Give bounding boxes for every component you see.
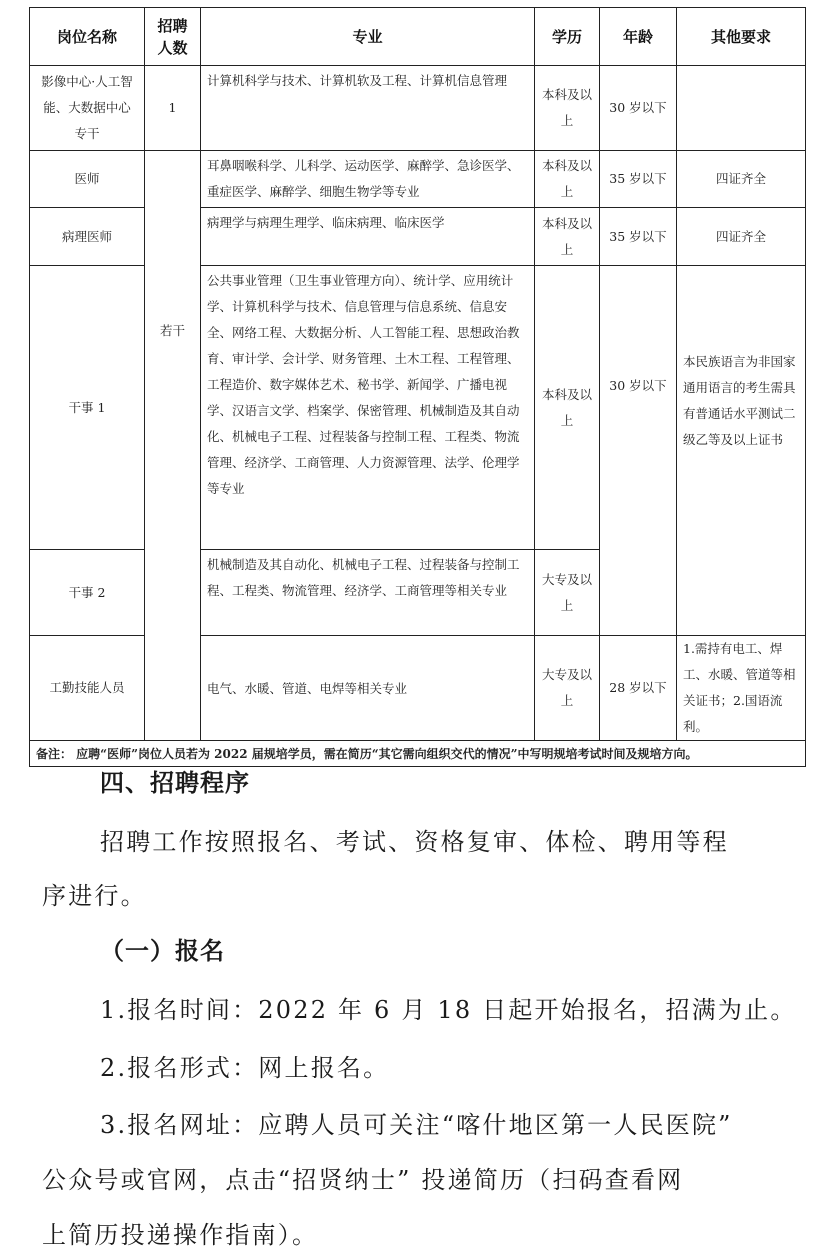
cell-age: 35 岁以下 [600,151,677,208]
cell-education: 本科及以上 [535,266,600,550]
item-3-line-2: 公众号或官网，点击“招贤纳士” 投递简历（扫码查看网 [42,1166,684,1194]
section-heading: 四、招聘程序 [100,768,250,797]
cell-education: 本科及以上 [535,151,600,208]
table-header-row [30,8,806,66]
cell-other [677,66,806,151]
recruitment-table [29,7,806,767]
cell-age: 30 岁以下 [600,66,677,151]
cell-education: 大专及以上 [535,636,600,741]
header-education: 学历 [535,8,600,66]
cell-age: 30 岁以下 [600,266,677,636]
cell-major: 机械制造及其自动化、机械电子工程、过程装备与控制工程、工程类、物流管理、经济学、工商管理等相关专业 [201,550,535,636]
cell-other: 本民族语言为非国家通用语言的考生需具有普通话水平测试二级乙等及以上证书 [677,266,806,636]
subheading: （一）报名 [100,936,225,965]
cell-position: 工勤技能人员 [30,636,145,741]
cell-position: 干事 2 [30,550,145,636]
table-note: 备注： 应聘“医师”岗位人员若为 2022 届规培学员，需在简历“其它需向组织交代的情况”中写明规培考试时间及规培方向。 [30,741,806,767]
cell-position: 干事 1 [30,266,145,550]
intro-line-1: 招聘工作按照报名、考试、资格复审、体检、聘用等程 [100,828,729,856]
cell-major: 公共事业管理（卫生事业管理方向）、统计学、应用统计学、计算机科学与技术、信息管理与信息系统、信息安全、网络工程、大数据分析、人工智能工程、思想政治教育、审计学、会计学、财务管理、土木工程、工程管理、工程造价、数字媒体艺术、秘书学、新闻学、广播电视学、汉语言文学、档案学、保密管理、机械制造及其自动化、机械电子工程、过程装备与控制工程、工程类、物流管理、经济学、工商管理、人力资源管理、法学、伦理学等专业 [201,266,535,550]
header-age: 年龄 [600,8,677,66]
cell-position: 病理医师 [30,208,145,266]
cell-age: 28 岁以下 [600,636,677,741]
cell-count-shared: 若干 [145,151,201,741]
cell-major: 计算机科学与技术、计算机软及工程、计算机信息管理 [201,66,535,151]
item-3-line-3: 上简历投递操作指南）。 [42,1221,319,1249]
item-3-line-1: 3.报名网址：应聘人员可关注“喀什地区第一人民医院” [100,1111,733,1139]
cell-education: 本科及以上 [535,66,600,151]
header-position: 岗位名称 [30,8,145,66]
cell-position: 影像中心·人工智能、大数据中心专干 [30,66,145,151]
cell-major: 电气、水暖、管道、电焊等相关专业 [201,636,535,741]
header-count [145,8,201,66]
cell-age: 35 岁以下 [600,208,677,266]
cell-education: 本科及以上 [535,208,600,266]
intro-line-2: 序进行。 [42,882,147,910]
cell-other: 四证齐全 [677,208,806,266]
cell-other: 1.需持有电工、焊工、水暖、管道等相关证书；2.国语流利。 [677,636,806,741]
header-other: 其他要求 [677,8,806,66]
cell-education: 大专及以上 [535,550,600,636]
cell-major: 耳鼻咽喉科学、儿科学、运动医学、麻醉学、急诊医学、重症医学、麻醉学、细胞生物学等专业 [201,151,535,208]
table-row [30,151,806,208]
header-count-line1: 招聘 [157,16,188,35]
item-2: 2.报名形式：网上报名。 [100,1054,390,1082]
cell-other: 四证齐全 [677,151,806,208]
cell-position: 医师 [30,151,145,208]
item-1: 1.报名时间：2022 年 6 月 18 日起开始报名，招满为止。 [100,996,797,1024]
header-major: 专业 [201,8,535,66]
cell-count: 1 [145,66,201,151]
cell-major: 病理学与病理生理学、临床病理、临床医学 [201,208,535,266]
table-row [30,66,806,151]
header-count-line2: 人数 [157,38,188,57]
